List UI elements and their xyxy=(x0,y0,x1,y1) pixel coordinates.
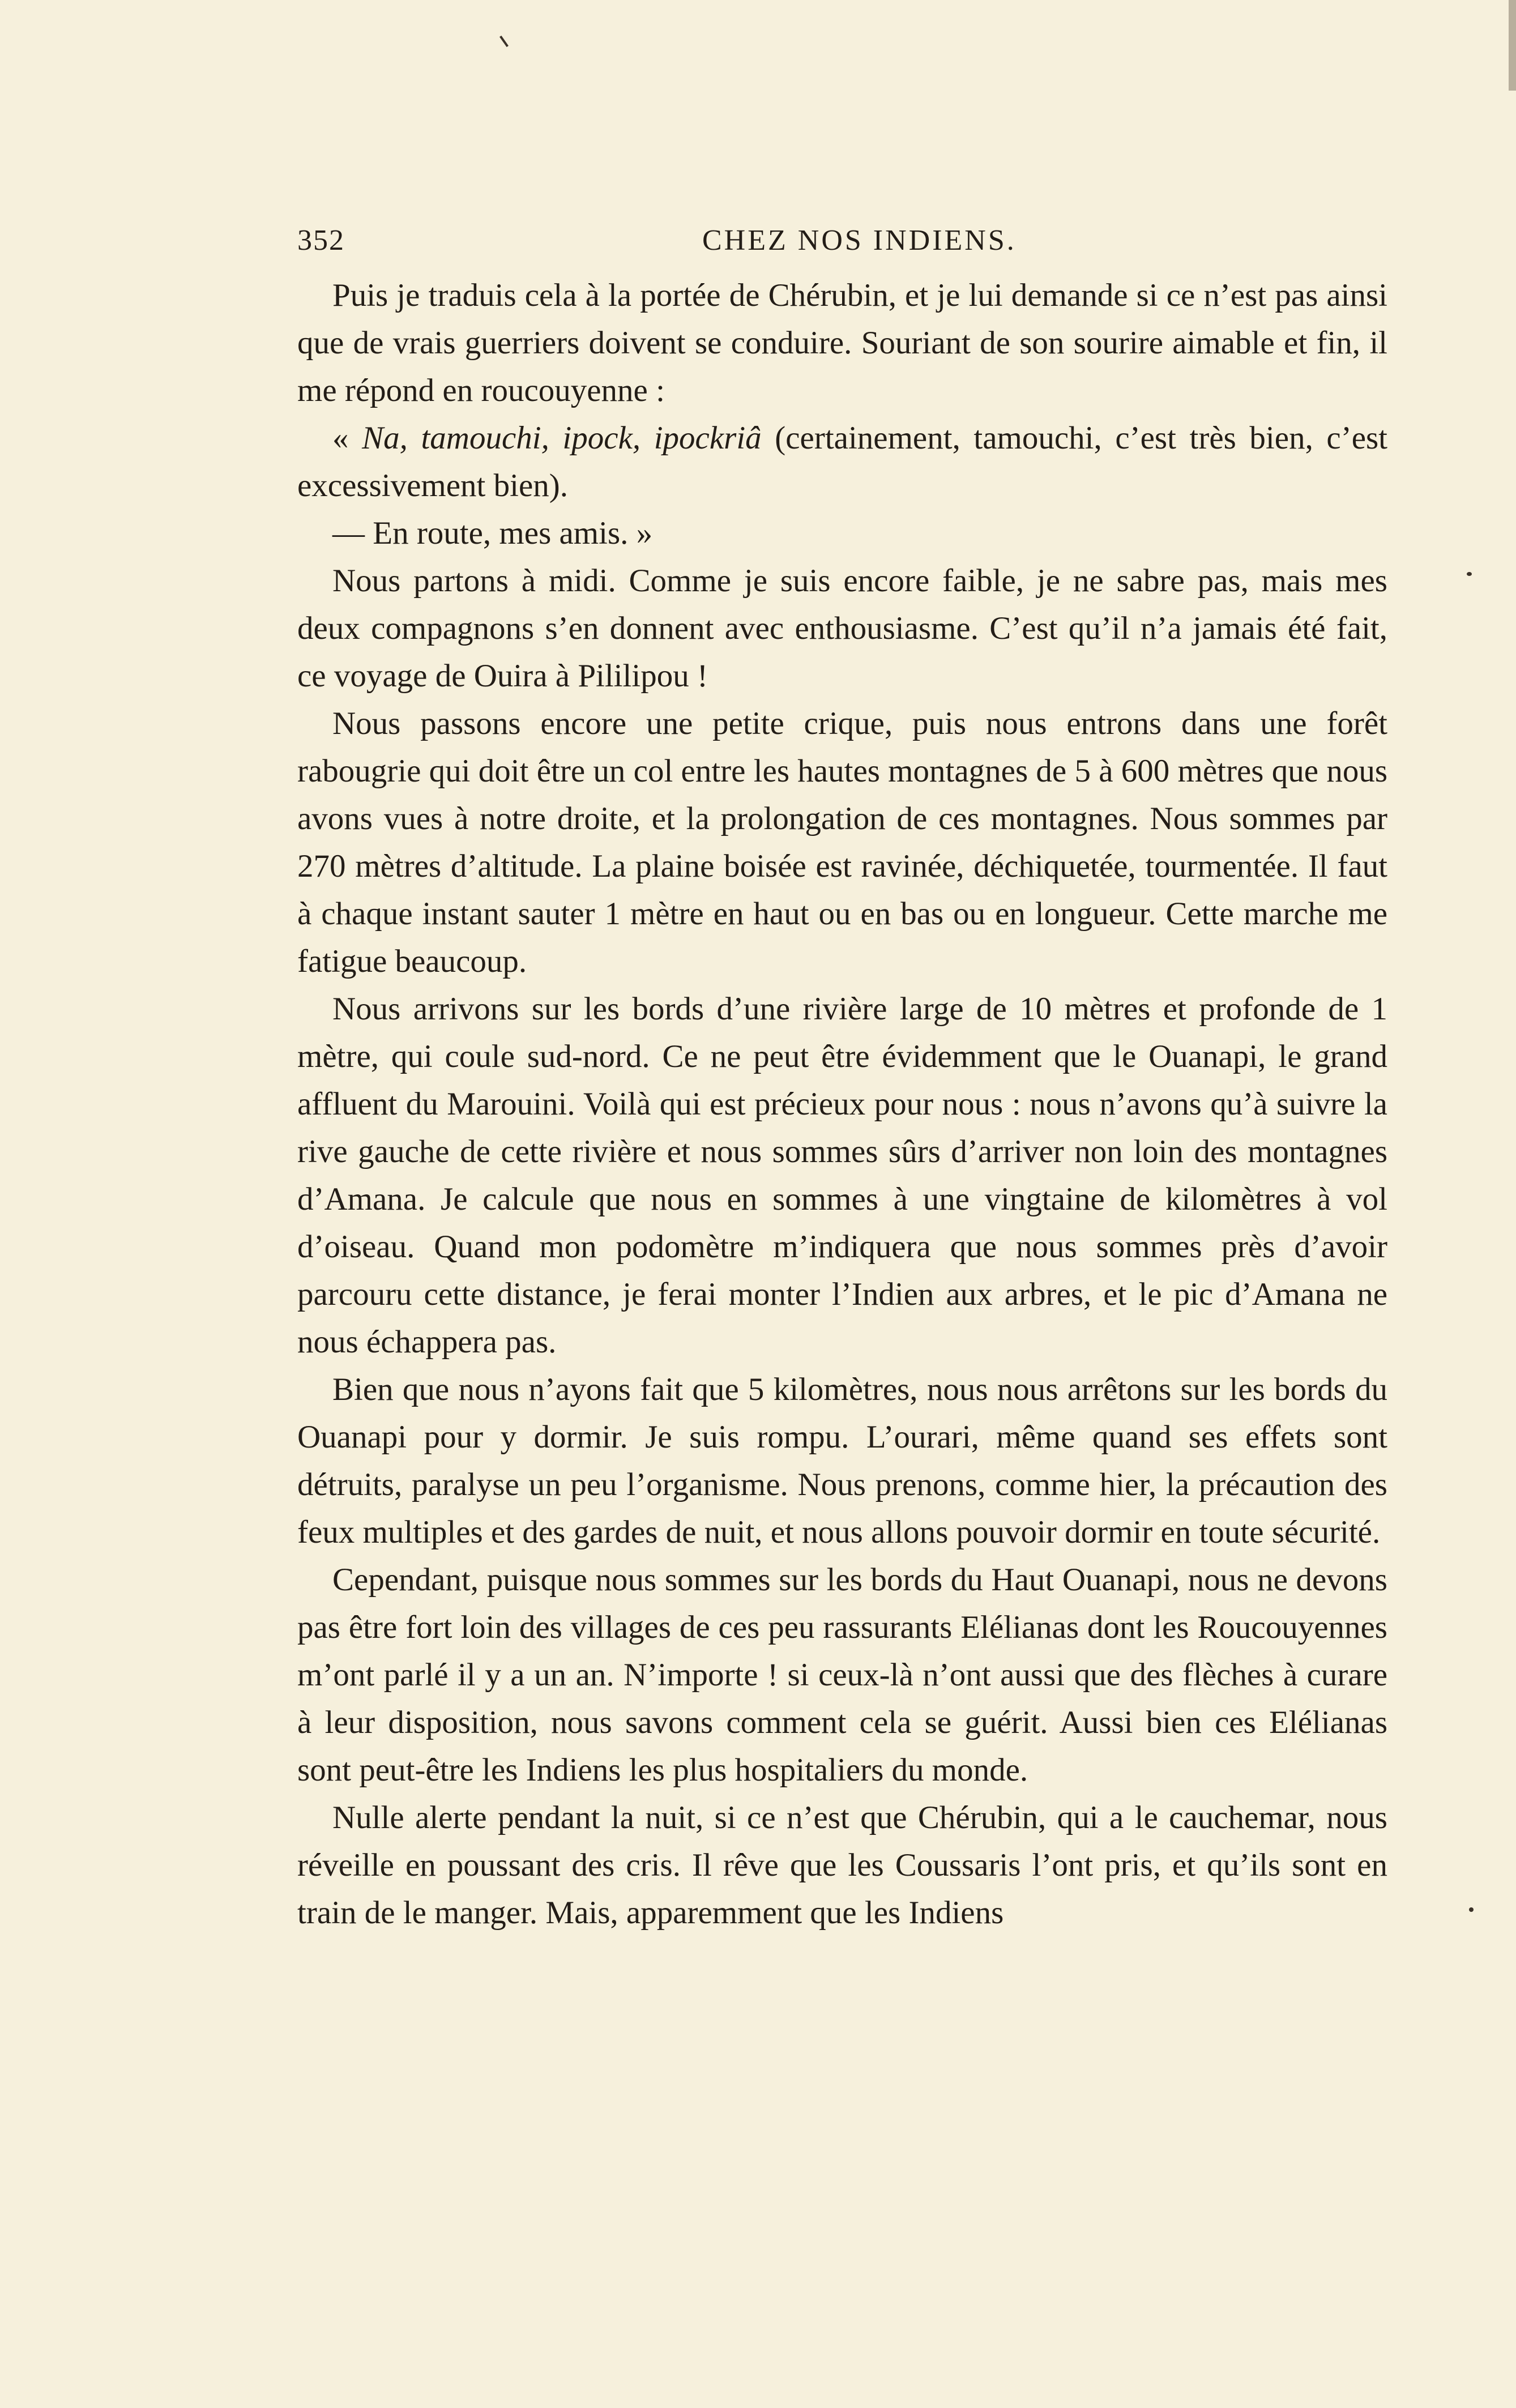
paragraph: Puis je traduis cela à la portée de Chérubin, et je lui demande si ce n’est pas ainsi que de vrais guerriers doivent se conduire. Souriant de son sourire aimable et fin, il me répond en roucouyenne : xyxy=(297,277,1387,408)
paragraph: Nous passons encore une petite crique, puis nous entrons dans une forêt rabougrie qui doit être un col entre les hautes montagnes de 5 à 600 mètres que nous avons vues à notre droite, et la prolongation de ces montagnes. Nous sommes par 270 mètres d’altitude. La plaine boisée est ravinée, déchiquetée, tourmentée. Il faut à chaque instant sauter 1 mètre en haut ou en bas ou en longueur. Cette marche me fatigue beaucoup. xyxy=(297,706,1387,979)
paragraph: Cependant, puisque nous sommes sur les bords du Haut Ouanapi, nous ne devons pas être fort loin des villages de ces peu rassurants Elélianas dont les Roucouyennes m’ont parlé il y a un an. N’importe ! si ceux-là n’ont aussi que des flèches à curare à leur disposition, nous savons comment cela se guérit. Aussi bien ces Elélianas sont peut-être les Indiens les plus hospitaliers du monde. xyxy=(297,1562,1387,1788)
print-speck xyxy=(1469,1907,1474,1912)
running-head: CHEZ NOS INDIENS. xyxy=(702,224,1017,257)
print-speck xyxy=(1509,0,1516,91)
italic-phrase: Na, tamouchi, ipock, ipockriâ xyxy=(362,420,762,456)
quote-open: « xyxy=(332,420,362,456)
print-speck xyxy=(1467,572,1472,576)
print-speck xyxy=(499,36,509,47)
paragraph: — En route, mes amis. » xyxy=(332,515,653,551)
page-header xyxy=(297,224,1387,263)
paragraph: Bien que nous n’ayons fait que 5 kilomètres, nous nous arrêtons sur les bords du Ouanapi pour y dormir. Je suis rompu. L’ourari, même quand ses effets sont détruits, paralyse un peu l’organisme. Nous prenons, comme hier, la précaution des feux multiples et des gardes de nuit, et nous allons pouvoir dormir en toute sécurité. xyxy=(297,1372,1387,1550)
paragraph: Nulle alerte pendant la nuit, si ce n’est que Chérubin, qui a le cauchemar, nous réveille en poussant des cris. Il rêve que les Coussaris l’ont pris, et qu’ils sont en train de le manger. Mais, apparemment que les Indiens xyxy=(297,1800,1387,1931)
paragraph: Nous partons à midi. Comme je suis encore faible, je ne sabre pas, mais mes deux compagnons s’en donnent avec enthousiasme. C’est qu’il n’a jamais été fait, ce voyage de Ouira à Pililipou ! xyxy=(297,563,1387,694)
paragraph: Nous arrivons sur les bords d’une rivière large de 10 mètres et profonde de 1 mètre, qui coule sud-nord. Ce ne peut être évidemment que le Ouanapi, le grand affluent du Marouini. Voilà qui est précieux pour nous : nous n’avons qu’à suivre la rive gauche de cette rivière et nous sommes sûrs d’arriver non loin des montagnes d’Amana. Je calcule que nous en sommes à une vingtaine de kilomètres à vol d’oiseau. Quand mon podomètre m’indiquera que nous sommes près d’avoir parcouru cette distance, je ferai monter l’Indien aux arbres, et le pic d’Amana ne nous échappera pas. xyxy=(297,991,1387,1360)
quote-rest: (certainement, tamouchi, c’est très bien, c’est excessivement bien). xyxy=(297,420,1388,503)
body-text xyxy=(297,272,1387,1937)
paragraph-quote xyxy=(297,415,1387,510)
page-number: 352 xyxy=(297,224,345,257)
